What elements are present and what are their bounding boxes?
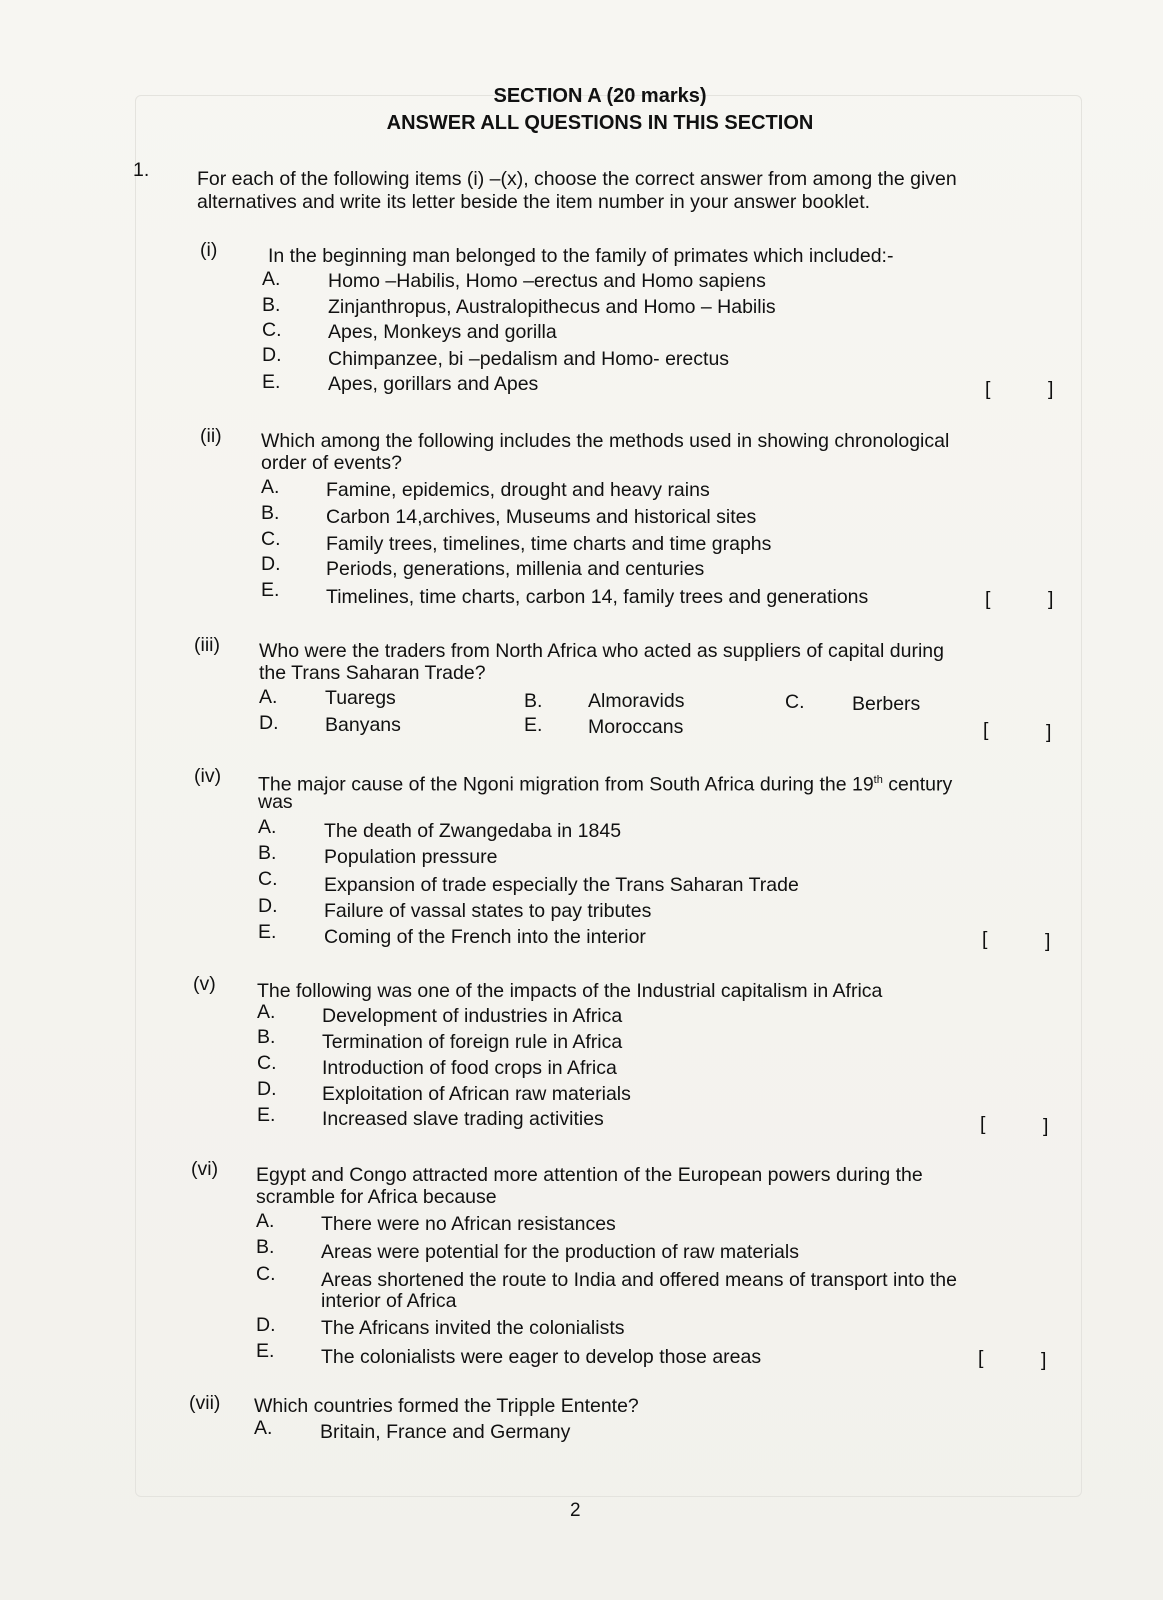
answer-bracket-close: ] (1048, 588, 1054, 610)
option-text: Berbers (852, 693, 921, 715)
question-number: 1. (133, 159, 150, 181)
option-text: Chimpanzee, bi –pedalism and Homo- erectus (328, 348, 730, 370)
option-letter: D. (262, 344, 282, 366)
option-letter: A. (257, 1001, 276, 1023)
option-letter: A. (262, 268, 281, 290)
option-letter: C. (256, 1263, 276, 1285)
item-question: Egypt and Congo attracted more attention of the European powers during the (256, 1164, 923, 1186)
option-text: Coming of the French into the interior (324, 926, 646, 948)
item-question: The following was one of the impacts of the Industrial capitalism in Africa (257, 980, 883, 1002)
answer-bracket-close: ] (1043, 1115, 1049, 1137)
option-letter: C. (257, 1052, 277, 1074)
option-text: Tuaregs (325, 687, 396, 709)
option-letter: E. (258, 921, 277, 943)
option-letter: B. (261, 502, 280, 524)
option-text: Areas shortened the route to India and offered means of transport into the (321, 1269, 957, 1291)
option-letter: C. (785, 691, 805, 713)
item-question: Who were the traders from North Africa who acted as suppliers of capital during (259, 640, 944, 662)
answer-bracket-open: [ (985, 378, 991, 400)
option-letter: E. (524, 714, 543, 736)
item-question: the Trans Saharan Trade? (259, 662, 486, 684)
superscript: th (873, 774, 883, 786)
item-question: Which among the following includes the methods used in showing chronological (261, 430, 950, 452)
option-letter: D. (256, 1314, 276, 1336)
option-text: Almoravids (588, 690, 685, 712)
section-instruction: ANSWER ALL QUESTIONS IN THIS SECTION (386, 112, 814, 134)
item-question: was (258, 791, 293, 813)
option-text: The colonialists were eager to develop those areas (321, 1346, 762, 1368)
answer-bracket-close: ] (1041, 1349, 1047, 1371)
option-text: Apes, Monkeys and gorilla (328, 321, 557, 343)
option-text: Famine, epidemics, drought and heavy rains (326, 479, 710, 501)
item-label: (vii) (189, 1392, 221, 1414)
option-letter: A. (261, 476, 280, 498)
option-letter: A. (254, 1417, 273, 1439)
option-text: Apes, gorillars and Apes (328, 373, 539, 395)
answer-bracket-close: ] (1045, 930, 1051, 952)
option-letter: D. (259, 712, 279, 734)
option-text: Timelines, time charts, carbon 14, family trees and generations (326, 586, 869, 608)
option-text: There were no African resistances (321, 1213, 616, 1235)
option-text: Development of industries in Africa (322, 1005, 623, 1027)
option-text: Increased slave trading activities (322, 1108, 604, 1130)
option-text: The death of Zwangedaba in 1845 (324, 820, 622, 842)
item-label: (ii) (200, 425, 222, 447)
section-heading: SECTION A (20 marks) (493, 85, 707, 107)
item-question: order of events? (261, 452, 402, 474)
answer-bracket-open: [ (982, 928, 988, 950)
item-question-part: century (882, 773, 953, 796)
option-text: Banyans (325, 714, 401, 736)
option-text: Areas were potential for the production of raw materials (321, 1241, 799, 1263)
option-letter: B. (257, 1026, 276, 1048)
option-letter: B. (524, 690, 543, 712)
option-letter: D. (261, 553, 281, 575)
option-text: Introduction of food crops in Africa (322, 1057, 617, 1079)
option-text: Carbon 14,archives, Museums and historical sites (326, 506, 757, 528)
item-label: (i) (200, 239, 218, 261)
option-letter: C. (261, 528, 281, 550)
option-letter: B. (256, 1236, 275, 1258)
question-stem-line-1: For each of the following items (i) –(x), choose the correct answer from among the given (197, 168, 957, 190)
answer-bracket-open: [ (985, 588, 991, 610)
option-text: Family trees, timelines, time charts and time graphs (326, 533, 772, 555)
option-text: Moroccans (588, 716, 684, 738)
option-text: Homo –Habilis, Homo –erectus and Homo sapiens (328, 270, 766, 292)
item-question-part: The major cause of the Ngoni migration from South Africa during the 19 (258, 773, 874, 796)
option-letter: B. (258, 842, 277, 864)
answer-bracket-close: ] (1046, 721, 1052, 743)
answer-bracket-close: ] (1048, 378, 1054, 400)
item-question (258, 768, 952, 797)
item-label: (v) (193, 973, 216, 995)
option-text: Periods, generations, millenia and centuries (326, 558, 705, 580)
option-letter: E. (256, 1340, 275, 1362)
answer-bracket-open: [ (980, 1113, 986, 1135)
item-label: (vi) (191, 1158, 219, 1180)
option-letter: D. (257, 1078, 277, 1100)
option-text: Termination of foreign rule in Africa (322, 1031, 623, 1053)
option-text: Britain, France and Germany (320, 1421, 571, 1443)
option-letter: C. (258, 868, 278, 890)
answer-bracket-open: [ (983, 719, 989, 741)
option-text: Exploitation of African raw materials (322, 1083, 631, 1105)
item-question: In the beginning man belonged to the family of primates which included:- (268, 245, 894, 267)
option-letter: E. (257, 1104, 276, 1126)
item-label: (iii) (194, 634, 220, 656)
option-letter: D. (258, 895, 278, 917)
option-text: Population pressure (324, 846, 498, 868)
item-question: Which countries formed the Tripple Entente? (254, 1395, 639, 1417)
option-letter: A. (259, 686, 278, 708)
option-letter: E. (262, 371, 281, 393)
option-letter: B. (262, 294, 281, 316)
option-text: The Africans invited the colonialists (321, 1317, 625, 1339)
item-question: scramble for Africa because (256, 1186, 497, 1208)
answer-bracket-open: [ (978, 1347, 984, 1369)
option-text: interior of Africa (321, 1290, 457, 1312)
page-number: 2 (570, 1500, 581, 1521)
option-letter: A. (256, 1210, 275, 1232)
question-stem-line-2: alternatives and write its letter beside the item number in your answer booklet. (197, 191, 871, 213)
option-text: Zinjanthropus, Australopithecus and Homo – Habilis (328, 296, 776, 318)
option-text: Expansion of trade especially the Trans Saharan Trade (324, 874, 799, 896)
item-label: (iv) (194, 765, 222, 787)
option-letter: A. (258, 816, 277, 838)
option-letter: C. (262, 319, 282, 341)
option-text: Failure of vassal states to pay tributes (324, 900, 652, 922)
option-letter: E. (261, 579, 280, 601)
